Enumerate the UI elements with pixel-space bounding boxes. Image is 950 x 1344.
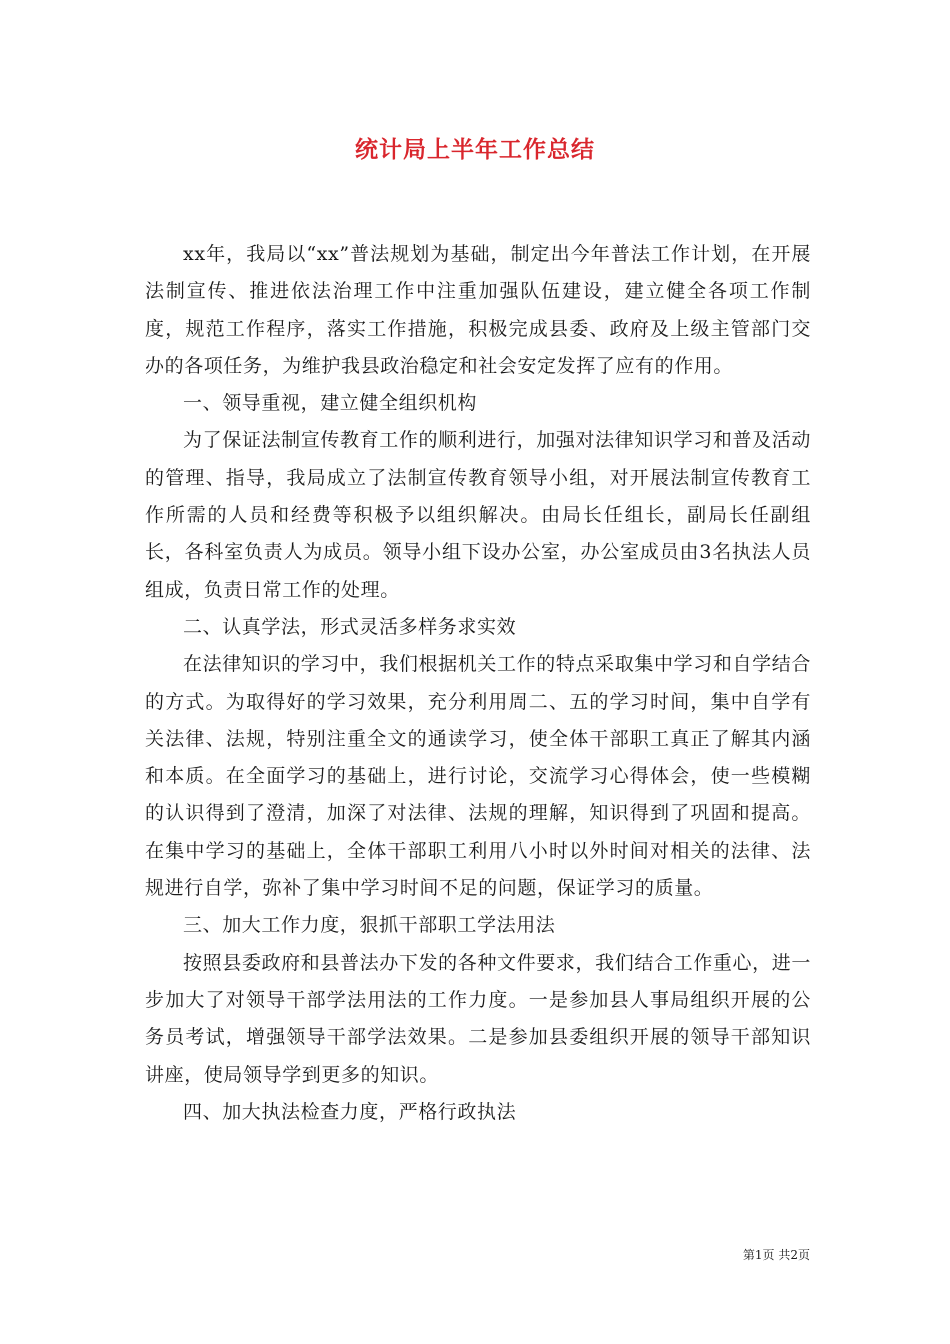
section-heading-4: 四、加大执法检查力度，严格行政执法 (183, 1100, 517, 1123)
intro-paragraph: xx年，我局以“xx”普法规划为基础，制定出今年普法工作计划，在开展法制宣传、推进依法治理工作中注重加强队伍建设，建立健全各项工作制度，规范工作程序，落实工作措施，积极完成县委、政府及上级主管部门交办的各项任务，为维护我县政治稳定和社会安定发挥了应有的作用。 (145, 243, 811, 377)
section-heading-1: 一、领导重视，建立健全组织机构 (183, 392, 478, 415)
section-heading-3: 三、加大工作力度，狠抓干部职工学法用法 (183, 914, 556, 937)
document-body (145, 236, 811, 1131)
document-title: 统计局上半年工作总结 (355, 136, 595, 163)
section-body-1: 为了保证法制宣传教育工作的顺利进行，加强对法律知识学习和普及活动的管理、指导，我局成立了法制宣传教育领导小组，对开展法制宣传教育工作所需的人员和经费等积极予以组织解决。由局长任组长，副局长任副组长，各科室负责人为成员。领导小组下设办公室，办公室成员由3名执法人员组成，负责日常工作的处理。 (145, 429, 811, 601)
page-number-footer: 第1页 共2页 (742, 1248, 810, 1262)
section-body-3: 按照县委政府和县普法办下发的各种文件要求，我们结合工作重心，进一步加大了对领导干部学法用法的工作力度。一是参加县人事局组织开展的公务员考试，增强领导干部学法效果。二是参加县委组织开展的领导干部知识讲座，使局领导学到更多的知识。 (145, 951, 811, 1086)
section-heading-2: 二、认真学法，形式灵活多样务求实效 (183, 615, 517, 638)
section-body-2: 在法律知识的学习中，我们根据机关工作的特点采取集中学习和自学结合的方式。为取得好的学习效果，充分利用周二、五的学习时间，集中自学有关法律、法规，特别注重全文的通读学习，使全体干部职工真正了解其内涵和本质。在全面学习的基础上，进行讨论，交流学习心得体会，使一些模糊的认识得到了澄清，加深了对法律、法规的理解，知识得到了巩固和提高。在集中学习的基础上，全体干部职工利用八小时以外时间对相关的法律、法规进行自学，弥补了集中学习时间不足的问题，保证学习的质量。 (145, 653, 811, 900)
